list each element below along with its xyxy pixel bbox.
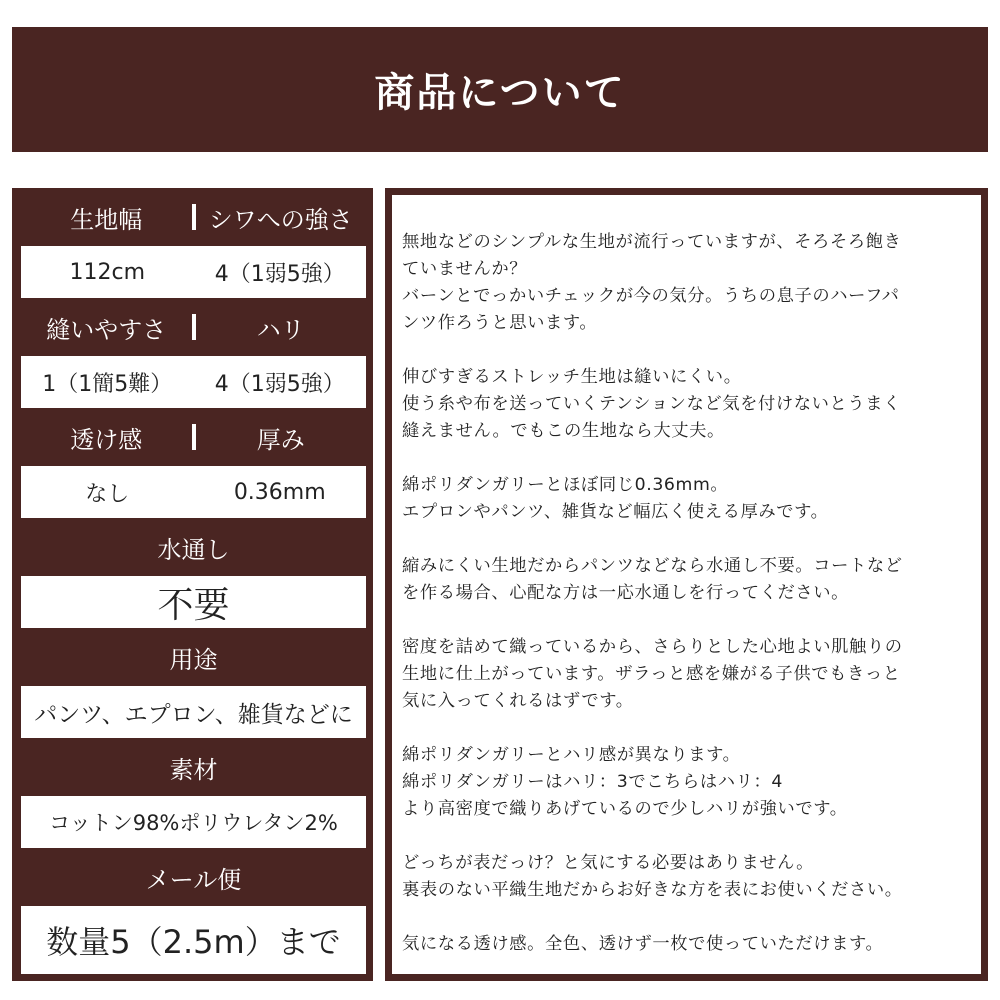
thickness-label: 厚み [256, 425, 305, 454]
material-label: 素材 [169, 755, 218, 784]
header-banner [12, 27, 988, 152]
spec-values-sheer-thickness [21, 466, 366, 518]
description-paragraph: 縮みにくい生地だからパンツなどなら水通し不要。コートなど を作る場合、心配な方は一応水通しを行ってください。 [402, 556, 903, 603]
stiffness-value: 4（1弱5強） [214, 371, 345, 397]
description-paragraph: 密度を詰めて織っているから、さらりとした心地よい肌触りの 生地に仕上がっています。ザラっと感を嫌がる子供でもきっと 気に入ってくれるはずです。 [402, 637, 903, 711]
description-box [392, 195, 981, 974]
material-value: コットン98%ポリウレタン2% [49, 811, 338, 835]
mail-delivery-value-box [21, 906, 366, 974]
wrinkle-resistance-value: 4（1弱5強） [214, 261, 345, 287]
mail-delivery-header [21, 848, 366, 906]
pre-wash-header [21, 518, 366, 576]
spec-header-sheer-thickness [21, 408, 366, 466]
usage-header [21, 628, 366, 686]
description-paragraph: 伸びすぎるストレッチ生地は縫いにくい。 使う糸や布を送っていくテンションなど気を付けないとうまく 縫えません。でもこの生地なら大丈夫。 [402, 367, 902, 441]
ease-of-sewing-label: 縫いやすさ [46, 315, 167, 344]
material-header [21, 738, 366, 796]
mail-delivery-value: 数量5（2.5m）まで [46, 923, 341, 961]
fabric-width-value: 112cm [69, 259, 146, 285]
spec-values-width-wrinkle [21, 246, 366, 298]
stiffness-label: ハリ [256, 315, 305, 344]
material-value-box [21, 796, 366, 848]
description-paragraph: 気になる透け感。全色、透けず一枚で使っていただけます。 [402, 934, 884, 954]
pre-wash-label: 水通し [157, 535, 230, 564]
ease-of-sewing-value: 1（1簡5難） [42, 371, 173, 397]
wrinkle-resistance-label: シワへの強さ [208, 205, 353, 234]
usage-label: 用途 [169, 645, 218, 674]
description-panel [385, 188, 988, 981]
pre-wash-value-box [21, 576, 366, 628]
description-paragraph: 無地などのシンプルな生地が流行っていますが、そろそろ飽き ていませんか？ バーンとでっかいチェックが今の気分。うちの息子のハーフパ ンツ作ろうと思います。 [402, 232, 902, 333]
fabric-width-label: 生地幅 [70, 205, 143, 234]
description-paragraph: 綿ポリダンガリーとほぼ同じ0.36mm。 エプロンやパンツ、雑貨など幅広く使える厚みです。 [402, 475, 829, 522]
description-paragraph: 綿ポリダンガリーとハリ感が異なります。 綿ポリダンガリーはハリ：3でこちらはハリ：4 より高密度で織りあげているので少しハリが強いです。 [402, 745, 848, 819]
spec-header-width-wrinkle [21, 188, 366, 246]
usage-value-box [21, 686, 366, 738]
thickness-value: 0.36mm [233, 479, 326, 505]
page-title: 商品について [374, 70, 626, 116]
spec-header-sewing-stiffness [21, 298, 366, 356]
spec-panel [12, 188, 373, 981]
sheerness-value: なし [85, 481, 130, 507]
usage-value: パンツ、エプロン、雑貨などに [34, 701, 353, 728]
sheerness-label: 透け感 [70, 425, 143, 454]
spec-values-sewing-stiffness [21, 356, 366, 408]
pre-wash-value: 不要 [157, 584, 230, 626]
description-paragraph: どっちが表だっけ？と気にする必要はありません。 裏表のない平織生地だからお好きな方を表にお使いください。 [402, 853, 903, 900]
mail-delivery-label: メール便 [145, 865, 242, 894]
